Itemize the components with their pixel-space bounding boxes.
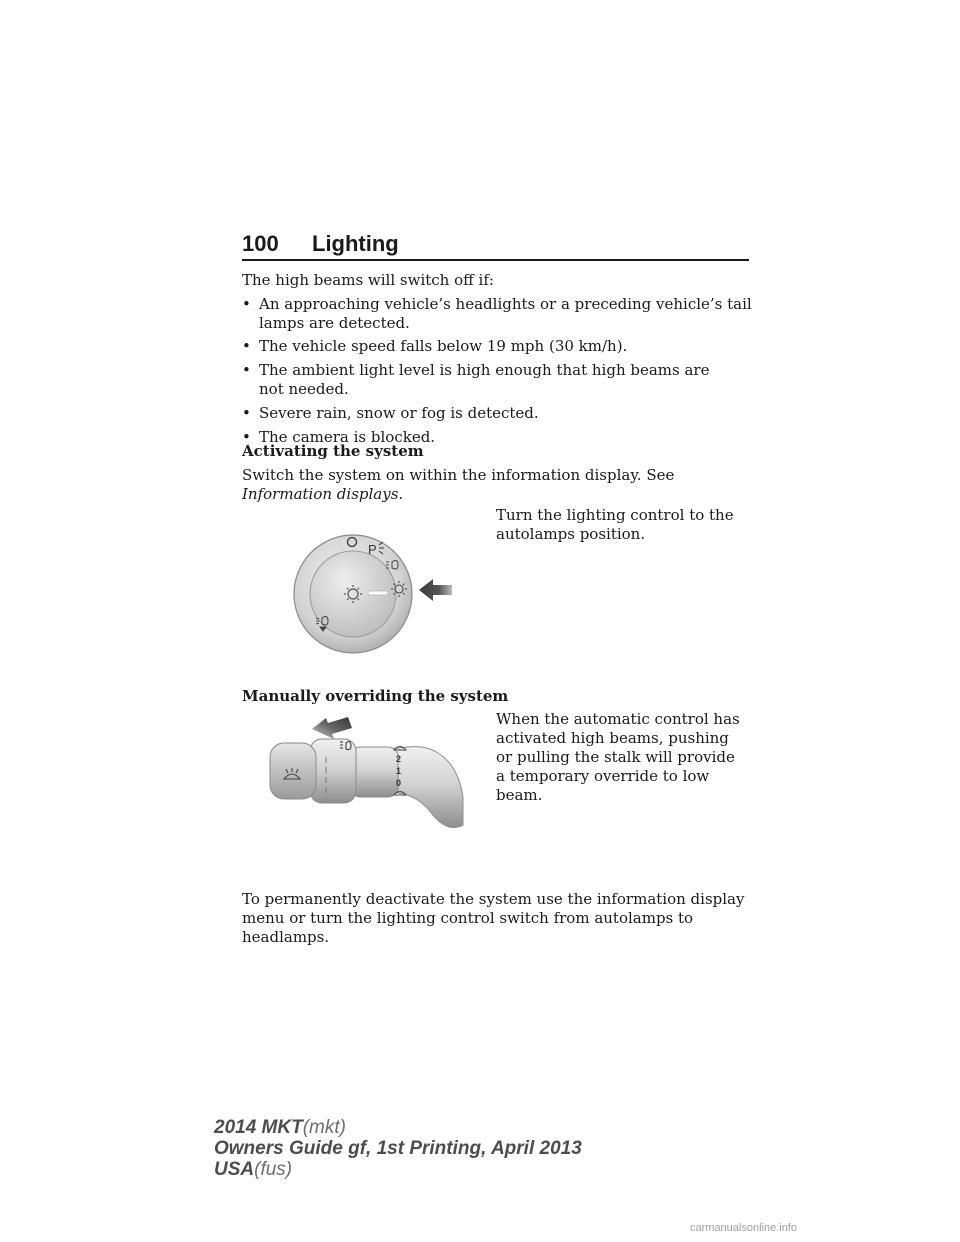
wiper-speed-labels <box>396 754 401 788</box>
deactivate-paragraph: To permanently deactivate the system use the information display menu or turn the lighting control switch from autolamps to headlamps. <box>242 890 745 946</box>
footer-guide-info: Owners Guide gf, 1st Printing, April 2013 <box>214 1138 582 1159</box>
stalk-collar[interactable] <box>310 739 356 803</box>
bullet-marker: • <box>242 404 251 422</box>
stalk-end-cap[interactable] <box>270 743 316 799</box>
footer-line-1 <box>214 1117 346 1138</box>
activating-period: . <box>398 485 404 503</box>
overriding-heading: Manually overriding the system <box>242 687 509 705</box>
bullet-list <box>242 295 752 447</box>
wiper-label: 2 <box>396 754 402 764</box>
bullet-text: The ambient light level is high enough that high beams are not needed. <box>259 361 710 398</box>
wiper-ring[interactable] <box>350 747 398 797</box>
list-item <box>242 361 752 399</box>
intro-text: The high beams will switch off if: <box>242 271 494 289</box>
list-item <box>242 337 752 356</box>
bullet-text: An approaching vehicle’s headlights or a preceding vehicle’s tail lamps are detected. <box>259 295 752 332</box>
wiper-label: 1 <box>396 766 402 776</box>
activating-heading: Activating the system <box>242 442 424 460</box>
stalk-figure <box>268 705 468 840</box>
push-arrow-icon <box>312 717 352 739</box>
footer-model-code: (mkt) <box>302 1117 346 1138</box>
bullet-text: The vehicle speed falls below 19 mph (30 km/h). <box>259 337 628 355</box>
activating-paragraph <box>242 466 742 504</box>
footer-line-3 <box>214 1159 292 1180</box>
watermark: carmanualsonline.info <box>690 1222 798 1234</box>
park-position-label: P <box>368 542 377 557</box>
lighting-knob-figure <box>282 520 462 670</box>
bullet-marker: • <box>242 361 251 379</box>
bullet-text: The camera is blocked. <box>259 428 436 446</box>
section-title: Lighting <box>312 231 399 256</box>
footer-line-2 <box>214 1138 582 1159</box>
footer-model: 2014 MKT <box>214 1117 303 1138</box>
footer-market: USA <box>214 1159 255 1180</box>
bullet-marker: • <box>242 295 251 313</box>
footer-market-code: (fus) <box>254 1159 293 1180</box>
information-displays-link[interactable]: Information displays <box>242 485 399 503</box>
bullet-marker: • <box>242 428 251 446</box>
header-rule <box>242 259 749 261</box>
list-item <box>242 295 752 333</box>
knob-pointer <box>368 591 388 595</box>
page-number: 100 <box>242 231 279 256</box>
bullet-text: Severe rain, snow or fog is detected. <box>259 404 539 422</box>
overriding-instruction: When the automatic control has activated high beams, pushing or pulling the stalk will provide a temporary override to low beam. <box>496 710 740 804</box>
activating-text: Switch the system on within the information display. See <box>242 466 675 484</box>
wiper-label: 0 <box>396 778 402 788</box>
list-item <box>242 404 752 423</box>
pointer-arrow-icon <box>419 579 452 601</box>
bullet-marker: • <box>242 337 251 355</box>
activating-instruction: Turn the lighting control to the autolamps position. <box>496 506 734 543</box>
